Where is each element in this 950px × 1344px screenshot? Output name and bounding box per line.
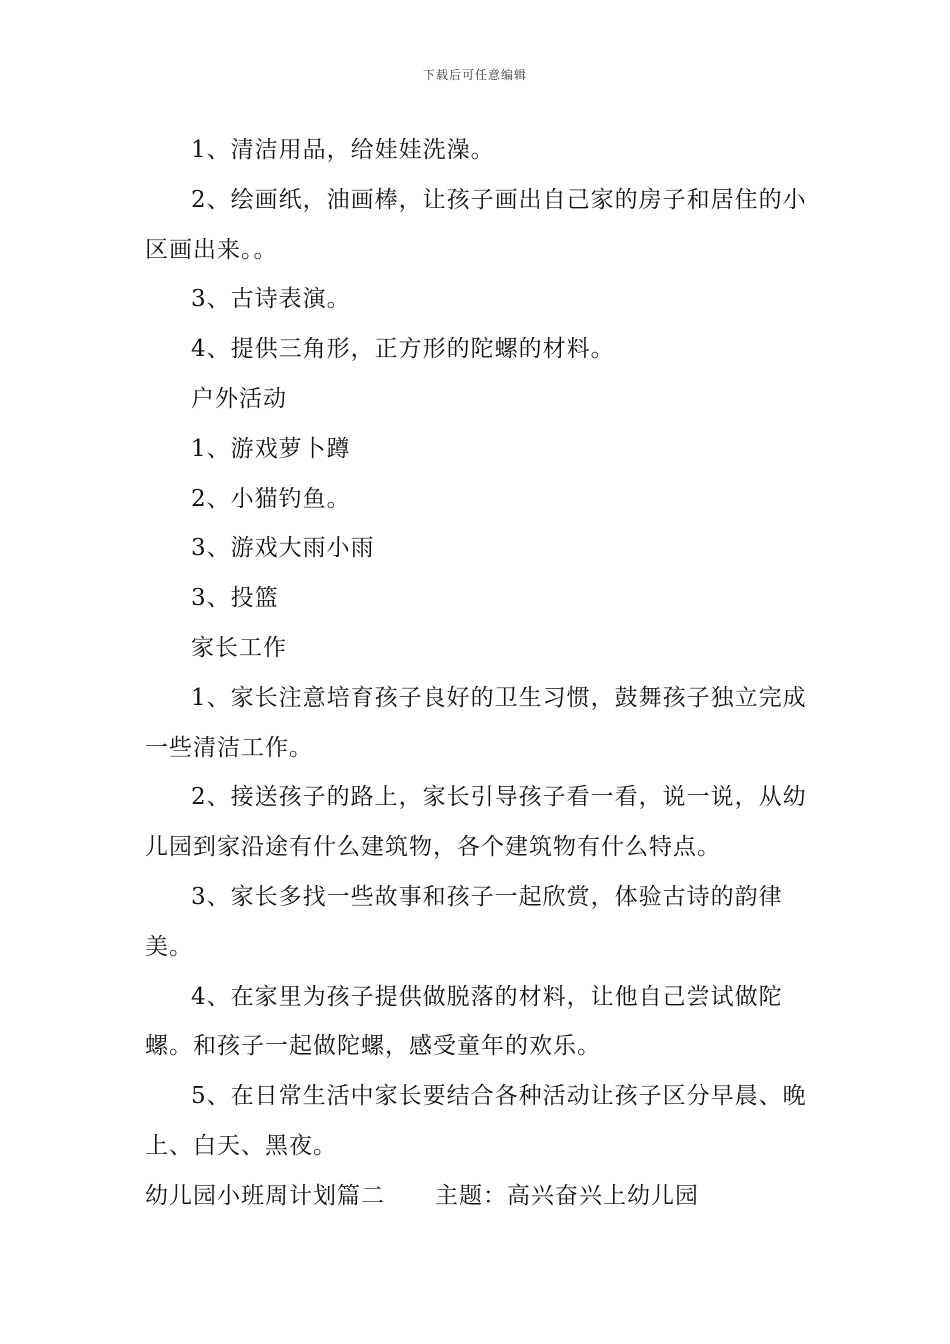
paragraph-item-7: 3、游戏大雨小雨 [191,535,375,562]
paragraph-item-9: 1、家长注意培育孩子良好的卫生习惯，鼓舞孩子独立完成一些清洁工作。 [145,684,807,761]
paragraph-item-8: 3、投篮 [191,585,279,612]
section-theme: 主题：高兴奋兴上幼儿园 [435,1182,699,1209]
section-title: 幼儿园小班周计划篇二 [145,1182,385,1209]
paragraph-item-13: 5、在日常生活中家长要结合各种活动让孩子区分早晨、晚上、白天、黑夜。 [145,1083,807,1159]
section-title-line [145,1172,810,1222]
page-header-note: 下载后可任意编辑 [422,68,527,82]
paragraph-item-1: 1、清洁用品，给娃娃洗澡。 [191,137,495,163]
paragraph-item-10: 2、接送孩子的路上，家长引导孩子看一看，说一说，从幼儿园到家沿途有什么建筑物，各个建筑物有什么特点。 [145,784,807,861]
paragraph-item-5: 1、游戏萝卜蹲 [191,435,351,462]
paragraph-item-12: 4、在家里为孩子提供做脱落的材料，让他自己尝试做陀螺。和孩子一起做陀螺，感受童年的欢乐。 [145,983,783,1060]
paragraph-item-11: 3、家长多找一些故事和孩子一起欣赏，体验古诗的韵律美。 [145,883,783,960]
paragraph-item-3: 3、古诗表演。 [191,286,351,313]
paragraph-item-4: 4、提供三角形，正方形的陀螺的材料。 [191,336,615,363]
document-body [145,126,810,1222]
paragraph-item-2: 2、绘画纸，油画棒，让孩子画出自己家的房子和居住的小区画出来。。 [145,186,807,263]
section-heading-outdoor: 户外活动 [191,385,287,412]
section-heading-parents: 家长工作 [191,634,287,661]
paragraph-item-6: 2、小猫钓鱼。 [191,485,351,512]
